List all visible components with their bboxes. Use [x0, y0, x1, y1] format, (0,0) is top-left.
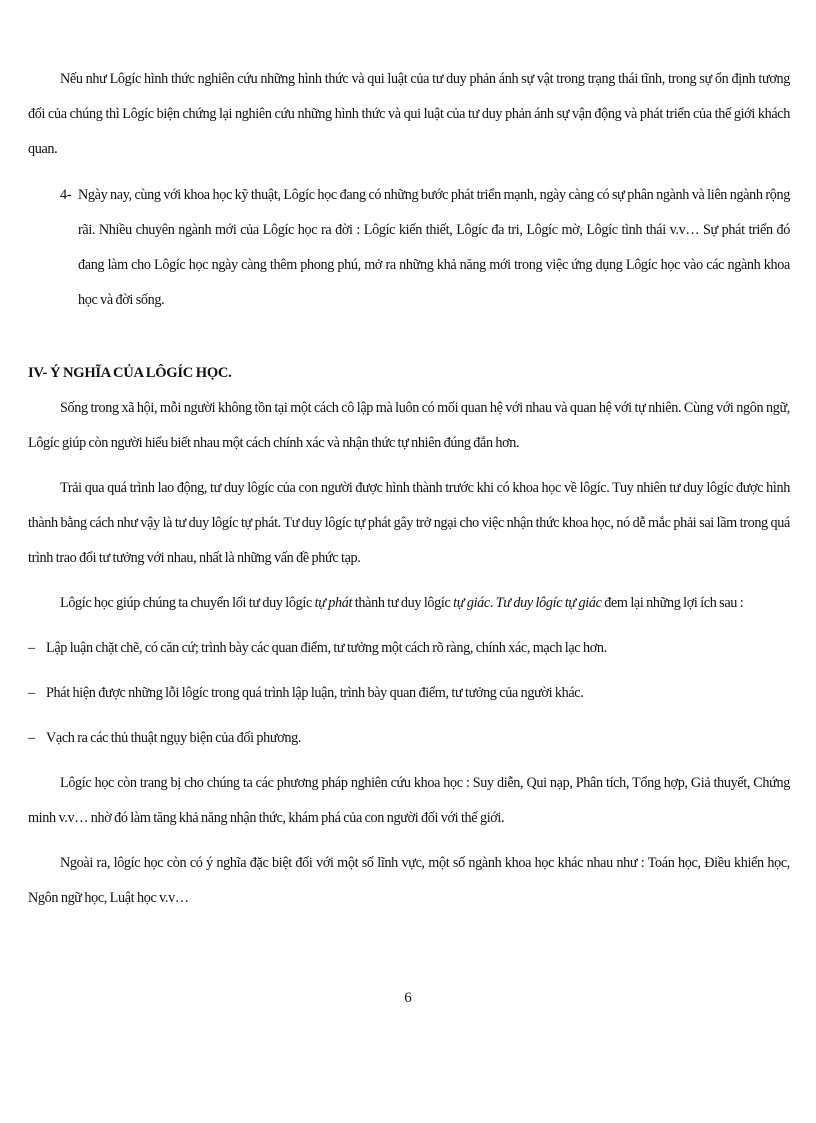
bullet-text: Lập luận chặt chẽ, có căn cứ; trình bày các quan điểm, tư tưởng một cách rõ ràng, chính xác, mạch lạc hơn.: [46, 640, 607, 656]
italic-term: tự phát: [314, 595, 353, 611]
item-number: 4-: [60, 187, 72, 203]
item-text: Ngày nay, cùng với khoa học kỹ thuật, Lôgíc học đang có những bước phát triển mạnh, ngày càng có sự phân ngành và liên ngành rộng rãi. Nhiều chuyên ngành mới của Lôgíc học ra đời : Lôgíc kiến thiết, Lôgíc đa tri, Lôgíc mờ, Lôgíc tình thái v.v… Sự phát triển đó đang làm cho Lôgíc học ngày càng thêm phong phú, mở ra những khả năng mới trong việc ứng dụng Lôgíc học vào các ngành khoa học và đời sống.: [78, 187, 790, 308]
bullet-item: [28, 631, 790, 666]
document-page: [28, 62, 790, 916]
italic-term: Tư duy lôgíc tự giác: [495, 595, 602, 611]
numbered-item-4: [28, 178, 790, 318]
paragraph-research-methods: Lôgíc học còn trang bị cho chúng ta các phương pháp nghiên cứu khoa học : Suy diễn, Qui nạp, Phân tích, Tổng hợp, Giả thuyết, Chứng minh v.v… nhờ đó làm tăng khả năng nhận thức, khám phá của con người đối với thế giới.: [28, 775, 790, 826]
paragraph-other-fields: Ngoài ra, lôgíc học còn có ý nghĩa đặc biệt đối với một số lĩnh vực, một số ngành khoa học khác nhau như : Toán học, Điều khiển học, Ngôn ngữ học, Luật học v.v…: [28, 855, 790, 906]
italic-term: tự giác: [453, 595, 490, 611]
paragraph-labor-process: Trải qua quá trình lao động, tư duy lôgíc của con người được hình thành trước khi có khoa học về lôgíc. Tuy nhiên tư duy lôgíc được hình thành bằng cách như vậy là tư duy lôgíc tự phát. Tư duy lôgíc tự phát gây trở ngại cho việc nhận thức khoa học, nó dễ mắc phải sai lầm trong quá trình trao đổi tư tưởng với nhau, nhất là những vấn đề phức tạp.: [28, 480, 790, 566]
dash-marker: –: [28, 685, 35, 701]
dash-marker: –: [28, 640, 35, 656]
bullet-item: [28, 676, 790, 711]
bullet-item: [28, 721, 790, 756]
text-run: Lôgíc học giúp chúng ta chuyển lối tư duy lôgíc: [60, 595, 315, 611]
page-number: 6: [404, 990, 412, 1006]
section-heading: IV- Ý NGHĨA CỦA LÔGÍC HỌC.: [28, 365, 232, 381]
text-run: .: [489, 595, 496, 611]
bullet-text: Vạch ra các thủ thuật ngụy biện của đối phương.: [46, 730, 302, 746]
text-run: đem lại những lợi ích sau :: [601, 595, 744, 611]
paragraph-logic-formal-vs-dialectical: Nếu như Lôgíc hình thức nghiên cứu những hình thức và qui luật của tư duy phản ánh sự vật trong trạng thái tĩnh, trong sự ổn định tương đối của chúng thì Lôgíc biện chứng lại nghiên cứu những hình thức và qui luật của tư duy phản ánh sự vận động và phát triển của thế giới khách quan.: [28, 71, 790, 157]
dash-marker: –: [28, 730, 35, 746]
text-run: thành tư duy lôgíc: [352, 595, 454, 611]
paragraph-social-life: Sống trong xã hội, mỗi người không tồn tại một cách cô lập mà luôn có mối quan hệ với nhau và quan hệ với tự nhiên. Cùng với ngôn ngữ, Lôgíc giúp còn người hiểu biết nhau một cách chính xác và nhận thức tự nhiên đúng đắn hơn.: [28, 400, 790, 451]
bullet-text: Phát hiện được những lỗi lôgíc trong quá trình lập luận, trình bày quan điểm, tư tưởng của người khác.: [46, 685, 584, 701]
paragraph-benefits-intro: [28, 586, 790, 621]
